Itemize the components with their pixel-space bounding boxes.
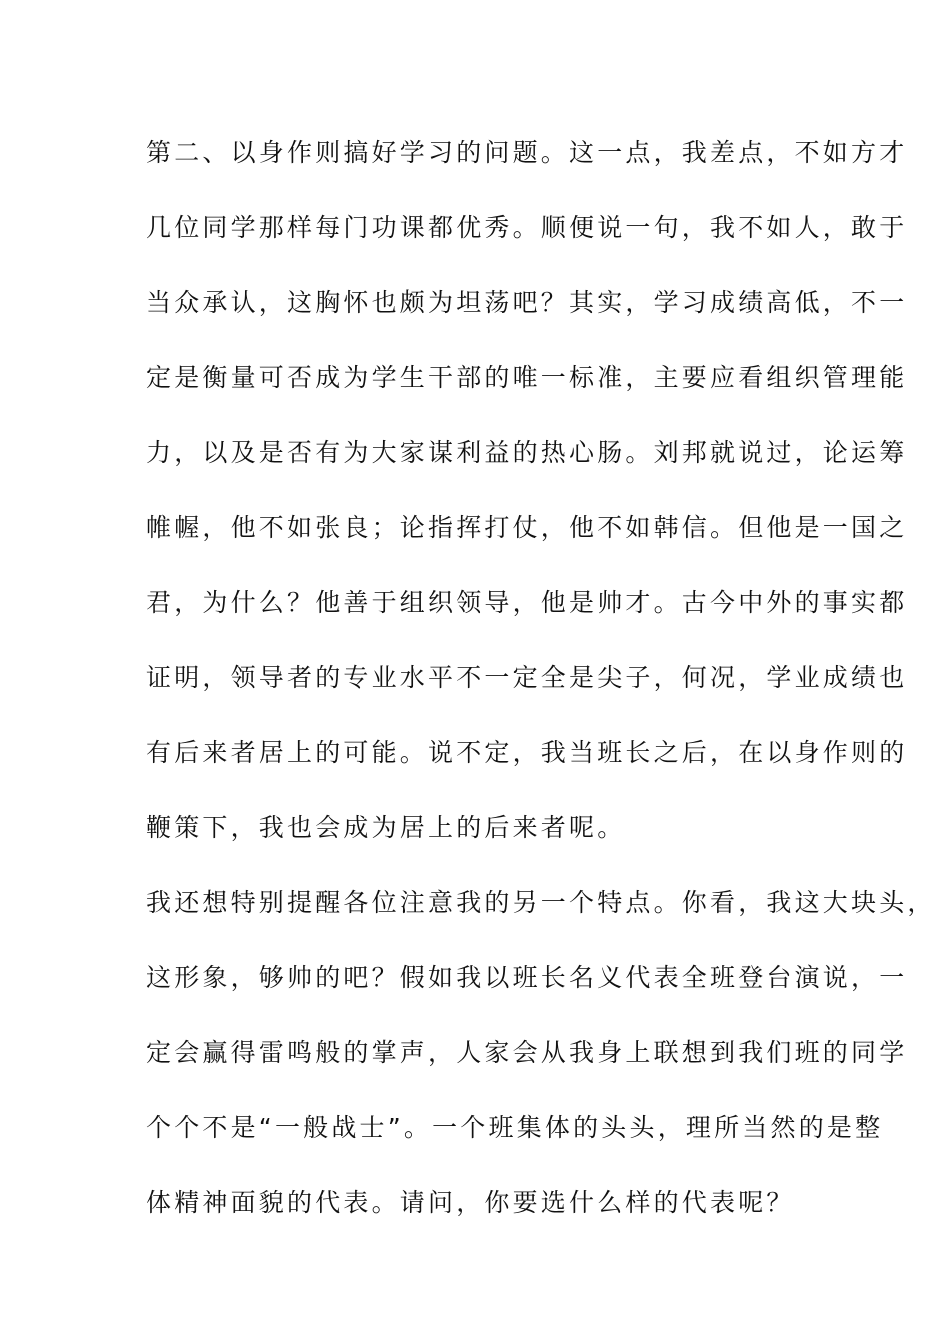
text-line: 第二、以身作则搞好学习的问题。这一点，我差点，不如方才 xyxy=(146,138,908,167)
body-text xyxy=(146,124,936,1249)
text-line: 证明，领导者的专业水平不一定全是尖子，何况，学业成绩也 xyxy=(146,663,908,692)
text-line: 定会赢得雷鸣般的掌声，人家会从我身上联想到我们班的同学 xyxy=(146,1038,908,1067)
text-line: 鞭策下，我也会成为居上的后来者呢。 xyxy=(146,813,626,842)
text-line: 当众承认，这胸怀也颇为坦荡吧？其实，学习成绩高低，不一 xyxy=(146,288,908,317)
text-line: 定是衡量可否成为学生干部的唯一标准，主要应看组织管理能 xyxy=(146,363,908,392)
text-line: 我还想特别提醒各位注意我的另一个特点。你看，我这大块头， xyxy=(146,888,936,917)
text-line: 帷幄，他不如张良；论指挥打仗，他不如韩信。但他是一国之 xyxy=(146,513,908,542)
paragraph-2 xyxy=(146,874,936,1249)
text-line: 几位同学那样每门功课都优秀。顺便说一句，我不如人，敢于 xyxy=(146,213,908,242)
text-line: 力，以及是否有为大家谋利益的热心肠。刘邦就说过，论运筹 xyxy=(146,438,908,467)
paragraph-1 xyxy=(146,124,908,874)
text-line: 君，为什么？他善于组织领导，他是帅才。古今中外的事实都 xyxy=(146,588,908,617)
text-line: 这形象，够帅的吧？假如我以班长名义代表全班登台演说，一 xyxy=(146,963,908,992)
text-line: 个个不是“一般战士”。一个班集体的头头，理所当然的是整 xyxy=(146,1113,884,1142)
text-line: 体精神面貌的代表。请问，你要选什么样的代表呢？ xyxy=(146,1188,795,1217)
text-line: 有后来者居上的可能。说不定，我当班长之后，在以身作则的 xyxy=(146,738,908,767)
